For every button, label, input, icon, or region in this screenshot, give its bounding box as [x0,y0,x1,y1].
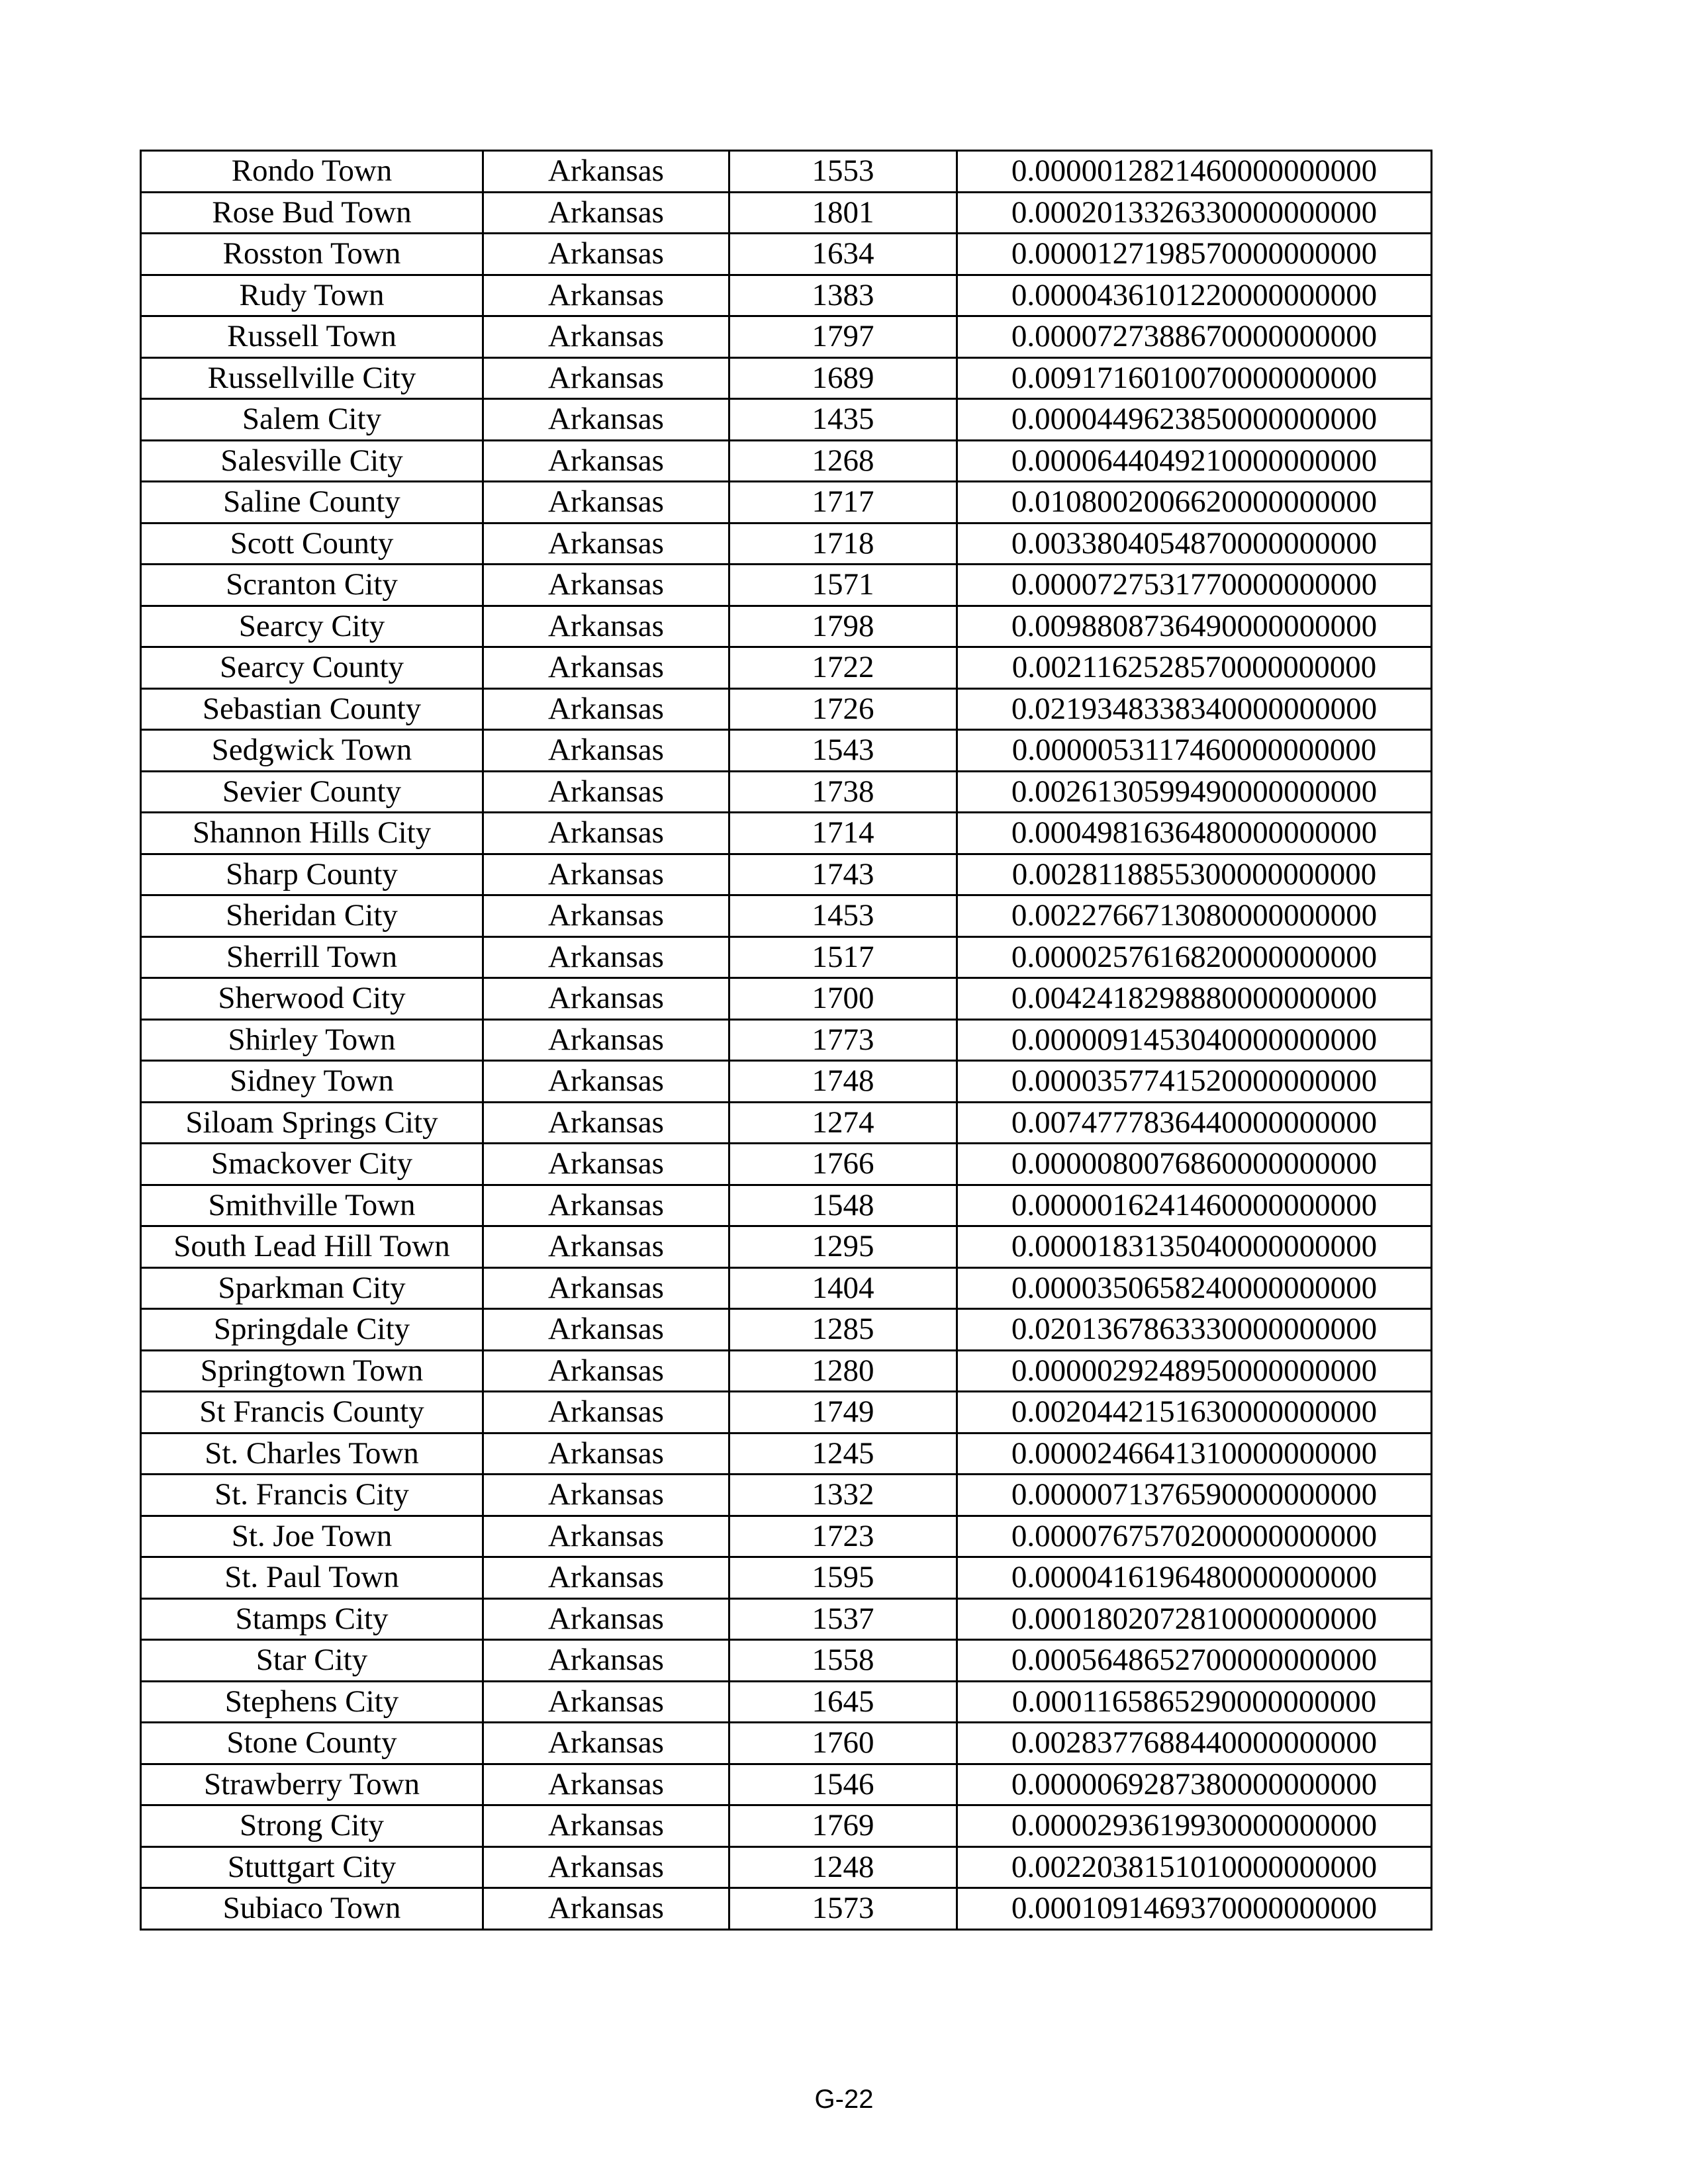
code-cell: 1766 [729,1144,957,1185]
allocation-value-cell: 0.0020442151630000000000 [957,1392,1432,1433]
allocation-value-cell: 0.0000183135040000000000 [957,1226,1432,1268]
code-cell: 1801 [729,192,957,234]
entity-name-cell: Shannon Hills City [141,813,483,854]
allocation-value-cell: 0.0091716010070000000000 [957,357,1432,399]
allocation-value-cell: 0.0042418298880000000000 [957,978,1432,1020]
code-cell: 1280 [729,1350,957,1392]
entity-name-cell: Shirley Town [141,1019,483,1061]
state-cell: Arkansas [483,1764,729,1805]
table-row [141,1061,1432,1103]
code-cell: 1383 [729,275,957,316]
table-row [141,1557,1432,1599]
allocation-value-cell: 0.0000246641310000000000 [957,1433,1432,1475]
entity-name-cell: Sheridan City [141,895,483,937]
table-row [141,482,1432,523]
code-cell: 1453 [729,895,957,937]
state-cell: Arkansas [483,1475,729,1516]
state-cell: Arkansas [483,1309,729,1351]
code-cell: 1722 [729,647,957,689]
state-cell: Arkansas [483,1350,729,1392]
state-cell: Arkansas [483,688,729,730]
code-cell: 1558 [729,1640,957,1682]
state-cell: Arkansas [483,978,729,1020]
code-cell: 1717 [729,482,957,523]
state-cell: Arkansas [483,730,729,772]
state-cell: Arkansas [483,1805,729,1847]
state-cell: Arkansas [483,1144,729,1185]
allocation-value-cell: 0.0001091469370000000000 [957,1888,1432,1930]
table-row [141,234,1432,275]
code-cell: 1517 [729,936,957,978]
table-row [141,440,1432,482]
state-cell: Arkansas [483,1681,729,1723]
code-cell: 1595 [729,1557,957,1599]
allocation-value-cell: 0.0000436101220000000000 [957,275,1432,316]
allocation-value-cell: 0.0033804054870000000000 [957,523,1432,565]
state-cell: Arkansas [483,275,729,316]
code-cell: 1714 [729,813,957,854]
state-cell: Arkansas [483,936,729,978]
entity-name-cell: Stephens City [141,1681,483,1723]
allocation-value-cell: 0.0002013326330000000000 [957,192,1432,234]
table-row [141,1392,1432,1433]
allocation-value-cell: 0.0000080076860000000000 [957,1144,1432,1185]
allocation-value-cell: 0.0000416196480000000000 [957,1557,1432,1599]
state-cell: Arkansas [483,895,729,937]
entity-name-cell: Russellville City [141,357,483,399]
code-cell: 1245 [729,1433,957,1475]
entity-name-cell: St. Francis City [141,1475,483,1516]
entity-name-cell: Scott County [141,523,483,565]
state-cell: Arkansas [483,192,729,234]
table-row [141,1598,1432,1640]
entity-name-cell: Rosston Town [141,234,483,275]
entity-name-cell: Sparkman City [141,1267,483,1309]
entity-name-cell: Saline County [141,482,483,523]
table-row [141,565,1432,606]
code-cell: 1404 [729,1267,957,1309]
table-row [141,1350,1432,1392]
allocation-value-cell: 0.0000357741520000000000 [957,1061,1432,1103]
table-row [141,151,1432,193]
entity-name-cell: Strong City [141,1805,483,1847]
state-cell: Arkansas [483,1598,729,1640]
allocation-value-cell: 0.0028118855300000000000 [957,854,1432,895]
table-row [141,854,1432,895]
table-row [141,399,1432,441]
code-cell: 1798 [729,606,957,647]
allocation-value-cell: 0.0000029248950000000000 [957,1350,1432,1392]
table-row [141,813,1432,854]
table-row [141,1309,1432,1351]
state-cell: Arkansas [483,1102,729,1144]
table-row [141,1846,1432,1888]
entity-name-cell: Smithville Town [141,1185,483,1226]
allocation-value-cell: 0.0219348338340000000000 [957,688,1432,730]
table-row [141,771,1432,813]
entity-name-cell: Stamps City [141,1598,483,1640]
table-row [141,1433,1432,1475]
entity-name-cell: Star City [141,1640,483,1682]
entity-name-cell: St. Charles Town [141,1433,483,1475]
state-cell: Arkansas [483,606,729,647]
allocation-value-cell: 0.0022766713080000000000 [957,895,1432,937]
allocation-value-cell: 0.0000127198570000000000 [957,234,1432,275]
allocation-value-cell: 0.0108002006620000000000 [957,482,1432,523]
entity-name-cell: Siloam Springs City [141,1102,483,1144]
allocation-value-cell: 0.0001802072810000000000 [957,1598,1432,1640]
allocation-value-cell: 0.0000091453040000000000 [957,1019,1432,1061]
entity-name-cell: Strawberry Town [141,1764,483,1805]
table-row [141,1144,1432,1185]
code-cell: 1435 [729,399,957,441]
table-row [141,1267,1432,1309]
entity-name-cell: Sevier County [141,771,483,813]
allocation-value-cell: 0.0000727531770000000000 [957,565,1432,606]
allocation-value-cell: 0.0000449623850000000000 [957,399,1432,441]
table-row [141,357,1432,399]
state-cell: Arkansas [483,1226,729,1268]
entity-name-cell: Stuttgart City [141,1846,483,1888]
allocation-value-cell: 0.0004981636480000000000 [957,813,1432,854]
state-cell: Arkansas [483,813,729,854]
entity-name-cell: Sebastian County [141,688,483,730]
table-row [141,1681,1432,1723]
entity-name-cell: Springdale City [141,1309,483,1351]
table-row [141,647,1432,689]
code-cell: 1726 [729,688,957,730]
allocation-value-cell: 0.0000727388670000000000 [957,316,1432,358]
code-cell: 1723 [729,1516,957,1557]
allocation-value-cell: 0.0098808736490000000000 [957,606,1432,647]
state-cell: Arkansas [483,1723,729,1764]
allocation-value-cell: 0.0000069287380000000000 [957,1764,1432,1805]
entity-name-cell: Rose Bud Town [141,192,483,234]
table-row [141,1805,1432,1847]
code-cell: 1769 [729,1805,957,1847]
entity-name-cell: Russell Town [141,316,483,358]
table-row [141,192,1432,234]
state-cell: Arkansas [483,482,729,523]
allocation-value-cell: 0.0000293619930000000000 [957,1805,1432,1847]
state-cell: Arkansas [483,565,729,606]
entity-name-cell: Salem City [141,399,483,441]
table-row [141,1226,1432,1268]
table-row [141,275,1432,316]
entity-name-cell: Stone County [141,1723,483,1764]
code-cell: 1700 [729,978,957,1020]
table-row [141,523,1432,565]
entity-name-cell: St. Joe Town [141,1516,483,1557]
state-cell: Arkansas [483,1433,729,1475]
state-cell: Arkansas [483,1185,729,1226]
code-cell: 1634 [729,234,957,275]
table-row [141,1888,1432,1930]
state-cell: Arkansas [483,1392,729,1433]
table-row [141,688,1432,730]
allocation-value-cell: 0.0000644049210000000000 [957,440,1432,482]
allocation-value-cell: 0.0005648652700000000000 [957,1640,1432,1682]
code-cell: 1760 [729,1723,957,1764]
entity-name-cell: Sidney Town [141,1061,483,1103]
allocation-value-cell: 0.0028377688440000000000 [957,1723,1432,1764]
table-row [141,606,1432,647]
entity-name-cell: Springtown Town [141,1350,483,1392]
entity-name-cell: Sharp County [141,854,483,895]
table-row [141,895,1432,937]
table-row [141,978,1432,1020]
entity-name-cell: Scranton City [141,565,483,606]
code-cell: 1571 [729,565,957,606]
code-cell: 1645 [729,1681,957,1723]
table-row [141,936,1432,978]
state-cell: Arkansas [483,1640,729,1682]
entity-name-cell: South Lead Hill Town [141,1226,483,1268]
entity-name-cell: St. Paul Town [141,1557,483,1599]
table-row [141,1640,1432,1682]
allocation-value-cell: 0.0022038151010000000000 [957,1846,1432,1888]
code-cell: 1274 [729,1102,957,1144]
table-row [141,1516,1432,1557]
table-row [141,316,1432,358]
code-cell: 1748 [729,1061,957,1103]
table-row [141,1475,1432,1516]
table-body [141,151,1432,1930]
state-cell: Arkansas [483,854,729,895]
entity-name-cell: Rondo Town [141,151,483,193]
code-cell: 1248 [729,1846,957,1888]
entity-name-cell: Sherrill Town [141,936,483,978]
state-cell: Arkansas [483,1516,729,1557]
state-cell: Arkansas [483,1267,729,1309]
allocation-value-cell: 0.0026130599490000000000 [957,771,1432,813]
allocation-value-cell: 0.0201367863330000000000 [957,1309,1432,1351]
state-cell: Arkansas [483,1061,729,1103]
code-cell: 1285 [729,1309,957,1351]
allocation-value-cell: 0.0021162528570000000000 [957,647,1432,689]
code-cell: 1749 [729,1392,957,1433]
allocation-value-cell: 0.0000257616820000000000 [957,936,1432,978]
allocation-value-cell: 0.0000071376590000000000 [957,1475,1432,1516]
entity-name-cell: Searcy County [141,647,483,689]
code-cell: 1332 [729,1475,957,1516]
state-cell: Arkansas [483,647,729,689]
code-cell: 1268 [729,440,957,482]
page-number: G-22 [814,2085,874,2114]
code-cell: 1548 [729,1185,957,1226]
state-cell: Arkansas [483,1019,729,1061]
table-row [141,1723,1432,1764]
code-cell: 1773 [729,1019,957,1061]
allocation-value-cell: 0.0000767570200000000000 [957,1516,1432,1557]
allocation-value-cell: 0.0000016241460000000000 [957,1185,1432,1226]
state-cell: Arkansas [483,234,729,275]
allocation-value-cell: 0.0001165865290000000000 [957,1681,1432,1723]
table-row [141,730,1432,772]
allocation-value-cell: 0.0000350658240000000000 [957,1267,1432,1309]
state-cell: Arkansas [483,399,729,441]
code-cell: 1738 [729,771,957,813]
allocation-value-cell: 0.0000053117460000000000 [957,730,1432,772]
table-row [141,1102,1432,1144]
state-cell: Arkansas [483,151,729,193]
table-row [141,1764,1432,1805]
entity-name-cell: Sedgwick Town [141,730,483,772]
state-cell: Arkansas [483,440,729,482]
entity-name-cell: Smackover City [141,1144,483,1185]
code-cell: 1743 [729,854,957,895]
code-cell: 1573 [729,1888,957,1930]
code-cell: 1546 [729,1764,957,1805]
table-row [141,1185,1432,1226]
state-cell: Arkansas [483,523,729,565]
state-cell: Arkansas [483,1888,729,1930]
table-row [141,1019,1432,1061]
allocation-value-cell: 0.0000012821460000000000 [957,151,1432,193]
allocation-value-cell: 0.0074777836440000000000 [957,1102,1432,1144]
state-cell: Arkansas [483,1557,729,1599]
state-cell: Arkansas [483,316,729,358]
entity-name-cell: Rudy Town [141,275,483,316]
code-cell: 1718 [729,523,957,565]
state-cell: Arkansas [483,1846,729,1888]
entity-name-cell: St Francis County [141,1392,483,1433]
code-cell: 1553 [729,151,957,193]
code-cell: 1689 [729,357,957,399]
allocation-table [140,150,1432,1931]
state-cell: Arkansas [483,357,729,399]
code-cell: 1537 [729,1598,957,1640]
entity-name-cell: Subiaco Town [141,1888,483,1930]
code-cell: 1295 [729,1226,957,1268]
state-cell: Arkansas [483,771,729,813]
entity-name-cell: Salesville City [141,440,483,482]
entity-name-cell: Searcy City [141,606,483,647]
code-cell: 1797 [729,316,957,358]
entity-name-cell: Sherwood City [141,978,483,1020]
code-cell: 1543 [729,730,957,772]
